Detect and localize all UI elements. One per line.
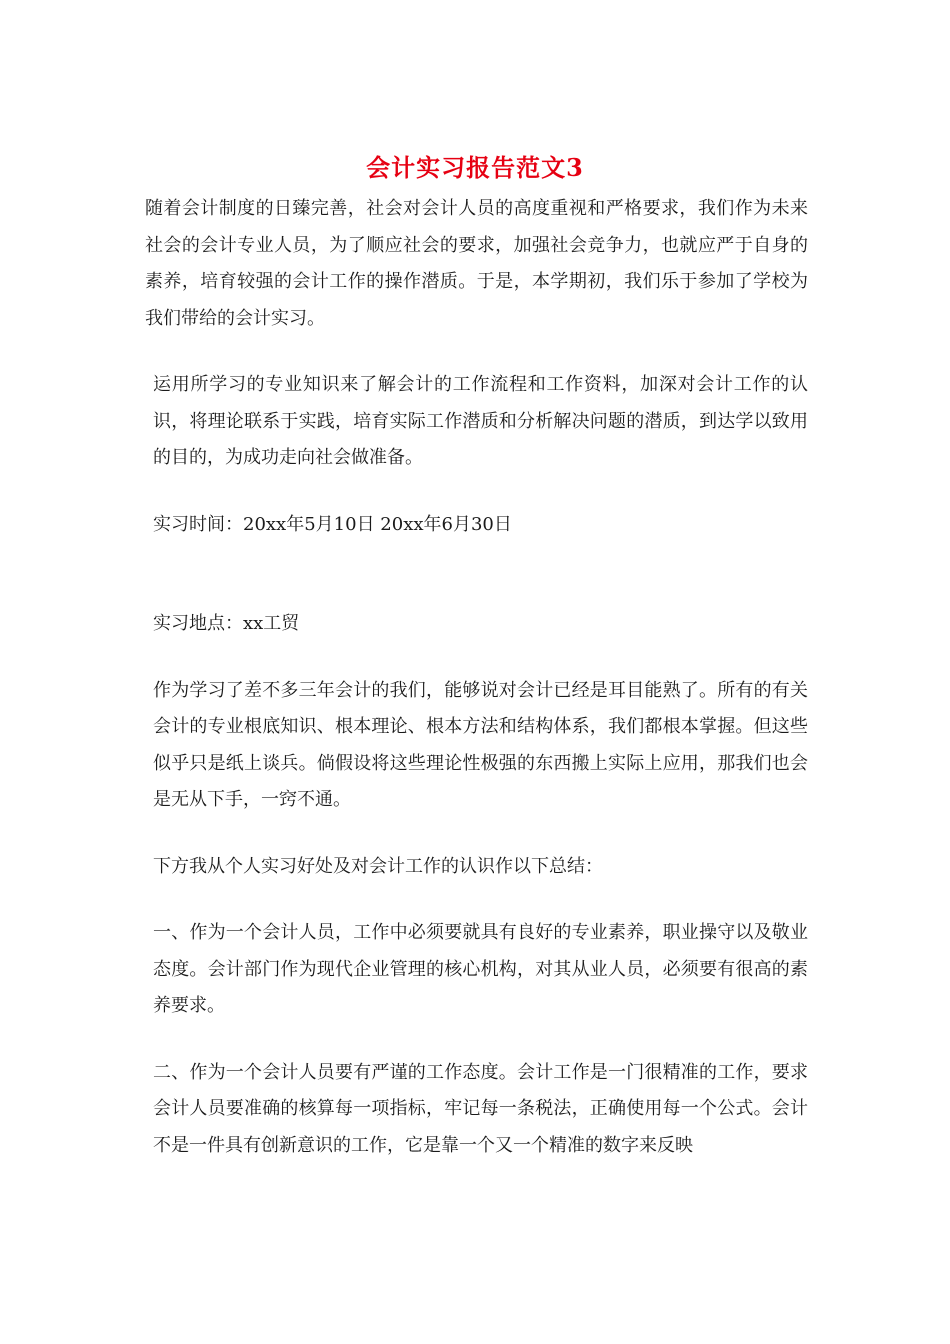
paragraph-spacer	[145, 643, 808, 673]
paragraph-spacer	[145, 885, 808, 915]
paragraph-internship-location: 实习地点：xx工贸	[153, 613, 300, 634]
paragraph-reflection: 作为学习了差不多三年会计的我们，能够说对会计已经是耳目能熟了。所有的有关会计的专业根底知识、根本理论、根本方法和结构体系，我们都根本掌握。但这些似乎只是纸上谈兵。倘假设将这些理论性极强的东西搬上实际上应用，那我们也会是无从下手，一窍不通。	[153, 679, 808, 810]
paragraph-internship-time: 实习时间：20xx年5月10日 20xx年6月30日	[153, 513, 512, 535]
paragraph-spacer	[145, 543, 808, 606]
paragraph-point-two: 二、作为一个会计人员要有严谨的工作态度。会计工作是一门很精准的工作，要求会计人员要准确的核算每一项指标，牢记每一条税法，正确使用每一个公式。会计不是一件具有创新意识的工作，它是靠一个又一个精准的数字来反映	[153, 1061, 808, 1156]
paragraph-spacer	[145, 1025, 808, 1055]
paragraph-purpose: 运用所学习的专业知识来了解会计的工作流程和工作资料，加深对会计工作的认识，将理论联系于实践，培育实际工作潜质和分析解决问题的潜质，到达学以致用的目的，为成功走向社会做准备。	[153, 374, 808, 468]
paragraph-summary-intro: 下方我从个人实习好处及对会计工作的认识作以下总结：	[153, 855, 603, 877]
paragraph-point-one: 一、作为一个会计人员，工作中必须要就具有良好的专业素养，职业操守以及敬业态度。会计部门作为现代企业管理的核心机构，对其从业人员，必须要有很高的素养要求。	[153, 922, 808, 1016]
document-body	[145, 191, 808, 1164]
paragraph-spacer	[145, 337, 808, 367]
paragraph-spacer	[145, 819, 808, 849]
document-title: 会计实习报告范文3	[366, 153, 584, 182]
paragraph-spacer	[145, 477, 808, 507]
paragraph-intro: 随着会计制度的日臻完善，社会对会计人员的高度重视和严格要求，我们作为未来社会的会计专业人员，为了顺应社会的要求，加强社会竞争力，也就应严于自身的素养，培育较强的会计工作的操作潜质。于是，本学期初，我们乐于参加了学校为我们带给的会计实习。	[145, 198, 808, 329]
